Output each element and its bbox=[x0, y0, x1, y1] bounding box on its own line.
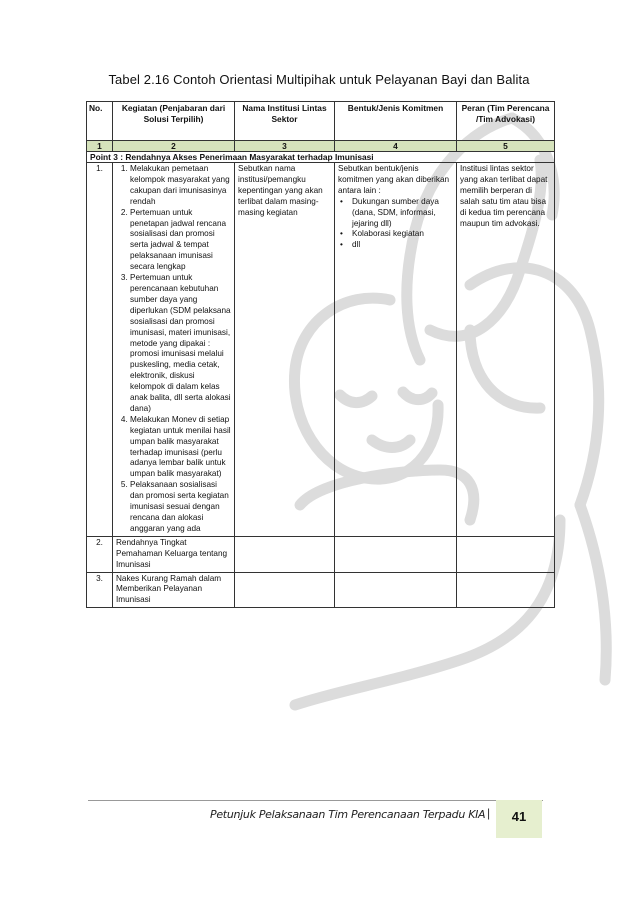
institution-cell bbox=[235, 572, 335, 608]
header-row bbox=[87, 102, 555, 141]
activity-item: 2. Pertemuan untuk penetapan jadwal rencana sosialisasi dan promosi serta jadwal & tempat pelaksanaan imunisasi secara lengkap bbox=[130, 208, 231, 273]
commitment-item: • Dukungan sumber daya (dana, SDM, informasi, jejaring dll) bbox=[350, 197, 453, 230]
table-row bbox=[87, 163, 555, 537]
header-role: Peran (Tim Perencana /Tim Advokasi) bbox=[457, 102, 555, 141]
role-cell bbox=[457, 572, 555, 608]
column-number: 2 bbox=[113, 141, 235, 152]
institution-cell bbox=[235, 536, 335, 572]
commitment-cell bbox=[335, 536, 457, 572]
page-number: 41 bbox=[511, 809, 527, 824]
column-number: 4 bbox=[335, 141, 457, 152]
row-number: 3. bbox=[87, 572, 113, 608]
commitment-intro: Sebutkan bentuk/jenis komitmen yang akan diberikan antara lain : bbox=[338, 164, 450, 195]
activity-item: 4. Melakukan Monev di setiap kegiatan untuk menilai hasil umpan balik masyarakat terhadap imunisasi (perlu adanya lembar balik untuk umpan balik masyarakat) bbox=[130, 415, 231, 480]
activity-cell: Rendahnya Tingkat Pemahaman Keluarga tentang Imunisasi bbox=[113, 536, 235, 572]
column-number-row bbox=[87, 141, 555, 152]
commitment-item: • dll bbox=[350, 240, 453, 251]
activity-cell bbox=[113, 163, 235, 537]
header-commitment: Bentuk/Jenis Komitmen bbox=[335, 102, 457, 141]
institution-cell: Sebutkan nama institusi/pemangku kepentingan yang akan terlibat dalam masing-masing kegiatan bbox=[235, 163, 335, 537]
column-number: 3 bbox=[235, 141, 335, 152]
role-cell bbox=[457, 536, 555, 572]
commitment-item: • Kolaborasi kegiatan bbox=[350, 229, 453, 240]
activity-list bbox=[116, 164, 231, 535]
footer-divider bbox=[88, 800, 543, 801]
header-institution: Nama Institusi Lintas Sektor bbox=[235, 102, 335, 141]
activity-item: 5. Pelaksanaan sosialisasi dan promosi serta kegiatan imunisasi sesuai dengan rencana dan alokasi anggaran yang ada bbox=[130, 480, 231, 535]
role-cell: Institusi lintas sektor yang akan terlibat dapat memilih berperan di salah satu tim atau bisa di kedua tim perencana maupun tim advokasi. bbox=[457, 163, 555, 537]
table-row bbox=[87, 572, 555, 608]
column-number: 1 bbox=[87, 141, 113, 152]
row-number: 1. bbox=[87, 163, 113, 537]
commitment-list bbox=[338, 197, 453, 252]
commitment-cell bbox=[335, 163, 457, 537]
commitment-cell bbox=[335, 572, 457, 608]
activity-item: 3. Pertemuan untuk perencanaan kebutuhan sumber daya yang diperlukan (SDM pelaksana sosialisasi dan promosi imunisasi, materi imunisasi, metode yang dipakai : promosi imunisasi melalui puskesling, media cetak, elektronik, diskusi kelompok di dalam kelas anak balita, dll serta alokasi dana) bbox=[130, 273, 231, 415]
row-number: 2. bbox=[87, 536, 113, 572]
point-row bbox=[87, 152, 555, 163]
footer-title: Petunjuk Pelaksanaan Tim Perencanaan Terpadu KIA bbox=[210, 808, 486, 821]
page-number-box bbox=[496, 800, 542, 838]
table-title: Tabel 2.16 Contoh Orientasi Multipihak untuk Pelayanan Bayi dan Balita bbox=[108, 72, 530, 87]
activity-item: 1. Melakukan pemetaan kelompok masyarakat yang cakupan dari imunisasinya rendah bbox=[130, 164, 231, 208]
activity-cell: Nakes Kurang Ramah dalam Memberikan Pelayanan Imunisasi bbox=[113, 572, 235, 608]
column-number: 5 bbox=[457, 141, 555, 152]
footer-separator: | bbox=[487, 806, 491, 820]
header-activity: Kegiatan (Penjabaran dari Solusi Terpilih) bbox=[113, 102, 235, 141]
header-no: No. bbox=[87, 102, 113, 141]
point-heading: Point 3 : Rendahnya Akses Penerimaan Masyarakat terhadap Imunisasi bbox=[87, 152, 555, 163]
table-row bbox=[87, 536, 555, 572]
orientation-table bbox=[86, 101, 555, 608]
